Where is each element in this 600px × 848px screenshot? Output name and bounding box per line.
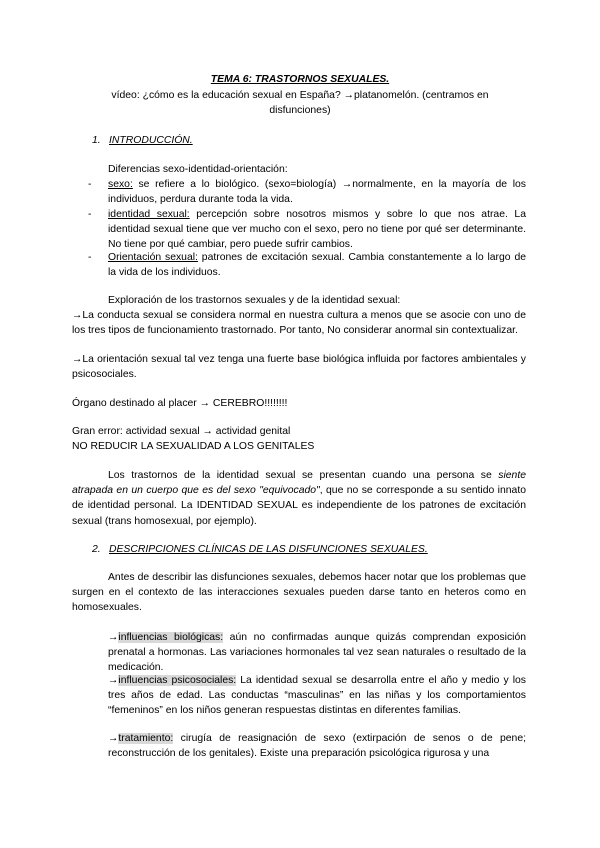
bullet-text: patrones de excitación sexual. Cambia constantemente a lo largo de la vida de los individuos. xyxy=(108,252,526,279)
influence-item-biological xyxy=(108,630,526,676)
arrow-icon: → xyxy=(108,733,119,744)
item-text: aún no confirmadas aunque quizás comprendan exposición prenatal a hormonas. Las variaciones hormonales tal vez sean naturales o resultado de la medicación. xyxy=(108,632,526,674)
exploration-heading: Exploración de los trastornos sexuales y de la identidad sexual: xyxy=(108,295,401,306)
section-2-heading xyxy=(92,542,428,557)
highlighted-term: influencias psicosociales: xyxy=(118,675,237,686)
arrow-paragraph-1: →La conducta sexual se considera normal en nuestra cultura a menos que se asocie con uno de los tres tipos de funcionamiento trastornado. Por tanto, No considerar anormal sin contextualizar. xyxy=(72,310,526,337)
item-text: La identidad sexual se desarrolla entre el año y medio y los tres años de edad. Las conductas “masculinas” en las niñas y los comportamientos “femeninos” en los niños generan respuestas distintas en diferentes familias. xyxy=(108,675,526,717)
section-1-heading xyxy=(92,133,193,148)
arrow-icon: → xyxy=(108,675,119,686)
bullet-marker: - xyxy=(88,252,92,263)
bullet-term: sexo: xyxy=(108,179,133,190)
influence-item-psychosocial xyxy=(108,673,526,719)
bullet-marker: - xyxy=(88,179,92,190)
bullet-term: Orientación sexual: xyxy=(108,252,198,263)
bullet-sexo xyxy=(108,177,526,207)
identity-paragraph xyxy=(72,468,526,529)
paragraph-italic: siente atrapada en un cuerpo que es del sexo "equivocado" xyxy=(72,470,526,497)
paragraph-text: , que no se corresponde a su sentido innato de identidad personal. La IDENTIDAD SEXUAL es independiente de los patrones de excitación sexual (trans homosexual, por ejemplo). xyxy=(72,485,526,527)
warning-line: NO REDUCIR LA SEXUALIDAD A LOS GENITALES xyxy=(72,441,315,452)
error-line: Gran error: actividad sexual → actividad genital xyxy=(72,426,291,437)
section-title: DESCRIPCIONES CLÍNICAS DE LAS DISFUNCIONES SEXUALES. xyxy=(109,544,428,555)
bullet-orientacion xyxy=(108,250,526,280)
arrow-paragraph-2: →La orientación sexual tal vez tenga una fuerte base biológica influida por factores ambientales y psicosociales. xyxy=(72,354,526,381)
section-number: 1. xyxy=(92,135,101,146)
bullet-term: identidad sexual: xyxy=(108,209,190,220)
organ-line: Órgano destinado al placer → CEREBRO!!!!!!!! xyxy=(72,398,288,409)
bullet-identidad xyxy=(108,207,526,253)
differences-intro: Diferencias sexo-identidad-orientación: xyxy=(108,164,288,175)
section-title: INTRODUCCIÓN. xyxy=(109,135,193,146)
highlighted-term: influencias biológicas: xyxy=(118,632,224,643)
bullet-marker: - xyxy=(88,209,92,220)
treatment-item xyxy=(108,731,526,761)
bullet-text: se refiere a lo biológico. (sexo=biología) →normalmente, en la mayoría de los individuos, perdura durante toda la vida. xyxy=(108,179,526,206)
page-title: TEMA 6: TRASTORNOS SEXUALES. xyxy=(210,74,390,85)
paragraph-text: Los trastornos de la identidad sexual se presentan cuando una persona se xyxy=(108,470,499,481)
section-2-intro: Antes de describir las disfunciones sexuales, debemos hacer notar que los problemas que surgen en el contexto de las interacciones sexuales pueden darse tanto en heteros como en homosexuales. xyxy=(72,572,526,614)
item-text: cirugía de reasignación de sexo (extirpación de senos o de pene; reconstrucción de los genitales). Existe una preparación psicológica rigurosa y una xyxy=(108,733,526,760)
subtitle: vídeo: ¿cómo es la educación sexual en España? →platanomelón. (centramos en disfunciones) xyxy=(111,90,489,117)
highlighted-term: tratamiento: xyxy=(118,733,174,744)
section-number: 2. xyxy=(92,544,101,555)
bullet-text: percepción sobre nosotros mismos y sobre lo que nos atrae. La identidad sexual tiene que ver mucho con el sexo, pero no tiene por qué ser determinante. No tiene por qué cambiar, pero puede sufrir cambios. xyxy=(108,209,526,251)
arrow-icon: → xyxy=(108,632,119,643)
